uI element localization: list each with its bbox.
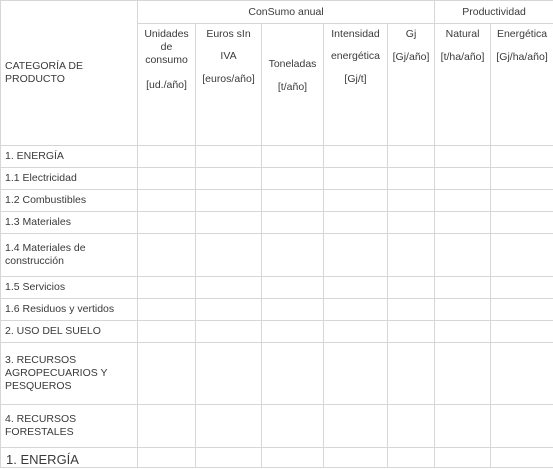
- column-title-line: IVA: [220, 50, 237, 62]
- data-cell[interactable]: [388, 212, 435, 234]
- data-cell[interactable]: [491, 146, 553, 168]
- data-cell[interactable]: [491, 277, 553, 299]
- data-cell[interactable]: [388, 168, 435, 190]
- data-cell[interactable]: [435, 299, 491, 321]
- column-title-line: Natural: [445, 28, 480, 40]
- row-label-cell[interactable]: [1, 321, 138, 343]
- row-label: 1.3 Materiales: [5, 216, 71, 228]
- data-cell[interactable]: [388, 343, 435, 405]
- data-cell[interactable]: [138, 234, 196, 277]
- row-label-cell[interactable]: [1, 299, 138, 321]
- data-cell[interactable]: [138, 168, 196, 190]
- data-cell[interactable]: [262, 212, 324, 234]
- column-title-line: Energética: [496, 28, 548, 40]
- column-header-natural: [435, 24, 491, 146]
- column-title-line: de: [160, 41, 173, 53]
- data-cell[interactable]: [324, 212, 388, 234]
- data-cell[interactable]: [196, 277, 262, 299]
- data-cell[interactable]: [262, 190, 324, 212]
- table-row: [1, 146, 553, 168]
- data-cell[interactable]: [435, 212, 491, 234]
- productividad-group-header: [435, 1, 553, 24]
- row-label-cell[interactable]: [1, 234, 138, 277]
- data-cell[interactable]: [196, 405, 262, 448]
- data-cell[interactable]: [138, 190, 196, 212]
- table-row: [1, 343, 553, 405]
- data-cell[interactable]: [324, 405, 388, 448]
- row-label: 1. ENERGÍA: [6, 452, 79, 467]
- data-cell[interactable]: [388, 146, 435, 168]
- data-cell[interactable]: [491, 212, 553, 234]
- data-cell[interactable]: [324, 234, 388, 277]
- data-cell[interactable]: [262, 234, 324, 277]
- data-cell[interactable]: [491, 190, 553, 212]
- data-cell[interactable]: [491, 168, 553, 190]
- row-label-cell[interactable]: [1, 190, 138, 212]
- data-cell[interactable]: [196, 321, 262, 343]
- data-cell[interactable]: [196, 299, 262, 321]
- data-cell[interactable]: [196, 190, 262, 212]
- table-row: [1, 321, 553, 343]
- data-cell[interactable]: [262, 277, 324, 299]
- column-header-gj: [388, 24, 435, 146]
- row-label-cell[interactable]: [1, 212, 138, 234]
- data-cell[interactable]: [138, 448, 196, 468]
- column-title-line: Unidades: [144, 28, 189, 40]
- table-row: [1, 405, 553, 448]
- data-cell[interactable]: [491, 299, 553, 321]
- data-cell[interactable]: [196, 234, 262, 277]
- row-label: 2. USO DEL SUELO: [5, 325, 101, 337]
- row-label: 4. RECURSOS FORESTALES: [5, 413, 77, 438]
- column-unit: [Gj/ha/año]: [496, 51, 548, 63]
- data-cell[interactable]: [262, 299, 324, 321]
- table-row: [1, 190, 553, 212]
- data-cell[interactable]: [435, 190, 491, 212]
- column-header-intensidad: [324, 24, 388, 146]
- data-cell[interactable]: [388, 299, 435, 321]
- row-label: 1.2 Combustibles: [5, 194, 87, 206]
- data-cell[interactable]: [196, 146, 262, 168]
- column-unit: [t/ha/año]: [440, 51, 485, 63]
- column-unit: [ud./año]: [146, 79, 187, 91]
- column-title-line: Gj: [405, 28, 417, 40]
- header-group-row: [1, 1, 553, 24]
- table-row: [1, 212, 553, 234]
- data-cell[interactable]: [388, 234, 435, 277]
- data-cell[interactable]: [435, 321, 491, 343]
- data-cell[interactable]: [324, 343, 388, 405]
- row-label-cell[interactable]: [1, 405, 138, 448]
- column-title-line: Euros sIn: [206, 28, 251, 40]
- data-cell[interactable]: [435, 234, 491, 277]
- column-unit: [euros/año]: [202, 73, 255, 85]
- data-cell[interactable]: [196, 212, 262, 234]
- row-label-cell[interactable]: [1, 448, 138, 468]
- data-cell[interactable]: [491, 234, 553, 277]
- column-unit: [Gj/año]: [392, 51, 430, 63]
- row-label: 1.1 Electricidad: [5, 172, 77, 184]
- data-cell[interactable]: [388, 277, 435, 299]
- data-cell[interactable]: [435, 343, 491, 405]
- data-cell[interactable]: [262, 146, 324, 168]
- data-cell[interactable]: [491, 321, 553, 343]
- column-header-toneladas: [262, 24, 324, 146]
- data-cell[interactable]: [388, 448, 435, 468]
- data-cell[interactable]: [491, 343, 553, 405]
- column-title-line: Intensidad: [331, 28, 380, 40]
- data-cell[interactable]: [324, 299, 388, 321]
- column-title-line: consumo: [145, 54, 188, 66]
- table-row: [1, 277, 553, 299]
- data-cell[interactable]: [388, 321, 435, 343]
- data-cell[interactable]: [196, 168, 262, 190]
- data-cell[interactable]: [262, 405, 324, 448]
- data-cell[interactable]: [491, 405, 553, 448]
- data-cell[interactable]: [262, 448, 324, 468]
- table-row: [1, 234, 553, 277]
- column-unit: [Gj/t]: [344, 73, 367, 85]
- data-cell[interactable]: [435, 146, 491, 168]
- row-label: 1.5 Servicios: [5, 281, 66, 293]
- data-cell[interactable]: [388, 190, 435, 212]
- row-label-cell[interactable]: [1, 168, 138, 190]
- data-cell[interactable]: [388, 405, 435, 448]
- data-cell[interactable]: [138, 343, 196, 405]
- productividad-group-label: Productividad: [462, 5, 526, 18]
- category-header: [1, 1, 138, 146]
- data-cell[interactable]: [324, 448, 388, 468]
- row-label-cell[interactable]: [1, 277, 138, 299]
- row-label: 3. RECURSOS AGROPECUARIOS Y PESQUEROS: [5, 354, 108, 392]
- data-cell[interactable]: [435, 277, 491, 299]
- data-cell[interactable]: [324, 321, 388, 343]
- data-cell[interactable]: [138, 146, 196, 168]
- data-cell[interactable]: [196, 448, 262, 468]
- data-cell[interactable]: [196, 343, 262, 405]
- row-label: 1.6 Residuos y vertidos: [5, 303, 115, 315]
- column-header-unidades: [138, 24, 196, 146]
- consumo-group-header: [138, 1, 435, 24]
- data-cell[interactable]: [324, 146, 388, 168]
- table-row: [1, 299, 553, 321]
- data-cell[interactable]: [262, 343, 324, 405]
- data-cell[interactable]: [324, 168, 388, 190]
- column-title-line: Toneladas: [268, 58, 317, 70]
- row-label: 1. ENERGÍA: [5, 150, 64, 162]
- data-cell[interactable]: [435, 448, 491, 468]
- table-row-partial: [1, 448, 553, 468]
- table-row: [1, 168, 553, 190]
- row-label-cell[interactable]: [1, 343, 138, 405]
- consumo-group-label: ConSumo anual: [248, 5, 324, 18]
- column-header-energetica: [491, 24, 553, 146]
- data-cell[interactable]: [262, 321, 324, 343]
- category-header-label: CATEGORÍA DE PRODUCTO: [5, 60, 83, 85]
- column-header-euros: [196, 24, 262, 146]
- data-cell[interactable]: [435, 405, 491, 448]
- data-cell[interactable]: [491, 448, 553, 468]
- data-cell[interactable]: [138, 405, 196, 448]
- row-label: 1.4 Materiales de construcción: [5, 242, 86, 267]
- data-cell[interactable]: [138, 299, 196, 321]
- column-title-line: energética: [330, 50, 381, 62]
- data-cell[interactable]: [138, 212, 196, 234]
- data-cell[interactable]: [435, 168, 491, 190]
- data-cell[interactable]: [324, 277, 388, 299]
- data-cell[interactable]: [138, 321, 196, 343]
- data-cell[interactable]: [324, 190, 388, 212]
- data-cell[interactable]: [262, 168, 324, 190]
- column-unit: [t/año]: [277, 81, 308, 93]
- data-cell[interactable]: [138, 277, 196, 299]
- row-label-cell[interactable]: [1, 146, 138, 168]
